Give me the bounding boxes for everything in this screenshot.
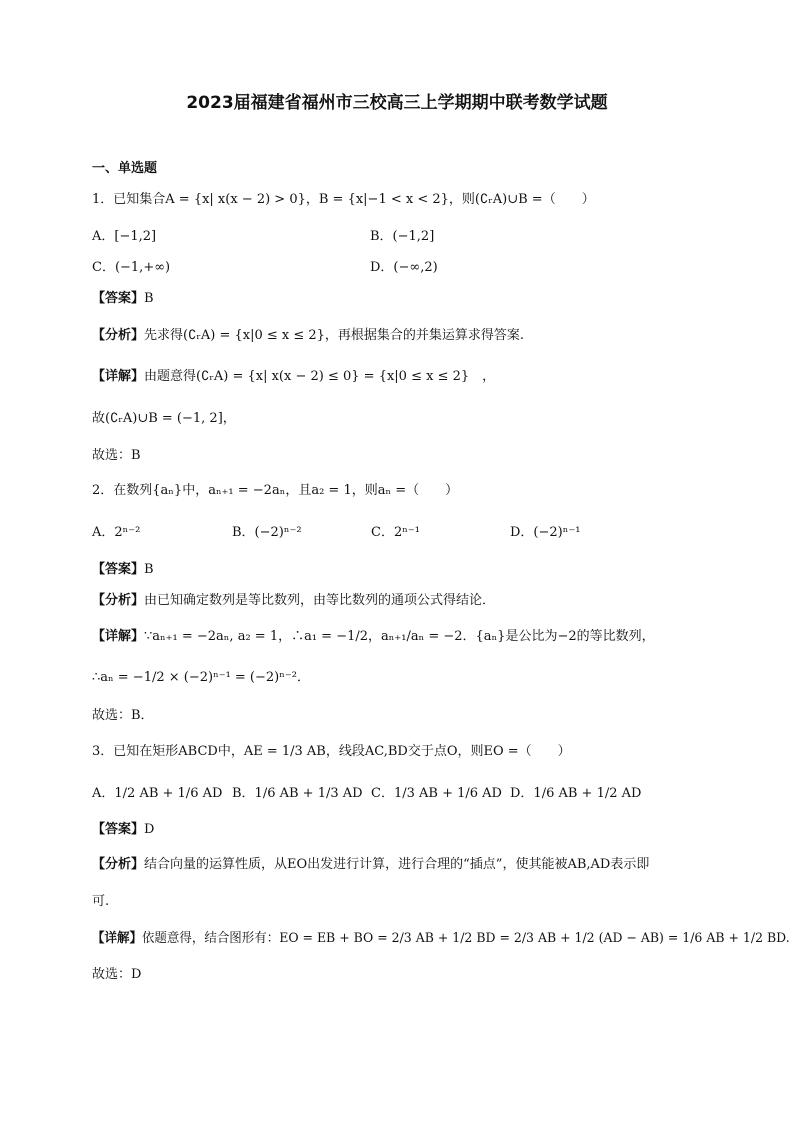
detail-text: 由题意得(∁ᵣA) = {x| x(x − 2) ≤ 0} = {x|0 ≤ x ≤ 2} ，	[144, 369, 496, 384]
answer-value: B	[144, 562, 154, 577]
answer-tag: 【答案】	[92, 291, 145, 306]
q1-answer	[92, 290, 712, 308]
q2-option-d: D．(−2)ⁿ⁻¹	[510, 525, 581, 540]
q3-analysis	[92, 856, 712, 874]
q1-option-d: D．(−∞,2)	[370, 260, 438, 275]
q2-analysis	[92, 592, 712, 610]
analysis-text: 先求得(∁ᵣA) = {x|0 ≤ x ≤ 2}，再根据集合的并集运算求得答案.	[144, 328, 525, 343]
q1-option-b: B．(−1,2]	[370, 229, 435, 244]
page-title: 2023届福建省福州市三校高三上学期期中联考数学试题	[186, 93, 608, 113]
q2-detail	[92, 628, 712, 646]
analysis-text: 结合向量的运算性质，从EO出发进行计算，进行合理的“插点”，使其能被AB,AD表示即	[144, 857, 650, 872]
q1-analysis	[92, 327, 712, 345]
detail-text: 依题意得，结合图形有：EO = EB + BO = 2/3 AB + 1/2 BD = 2/3 AB + 1/2 (AD − AB) = 1/6 AB + 1/2 BD.	[141, 931, 790, 946]
q3-option-b: B．1/6 AB + 1/3 AD	[232, 786, 363, 801]
answer-tag: 【答案】	[92, 562, 145, 577]
section-heading: 一、单选题	[92, 161, 158, 176]
detail-tag: 【详解】	[92, 629, 145, 644]
q3-analysis-continued: 可.	[92, 894, 110, 909]
q3-stem: 3．已知在矩形ABCD中，AE = 1/3 AB，线段AC,BD交于点O，则EO =（ ）	[92, 744, 571, 759]
answer-value: B	[144, 291, 154, 306]
analysis-tag: 【分析】	[92, 857, 145, 872]
q3-answer	[92, 821, 712, 839]
q3-detail	[92, 930, 790, 948]
answer-tag: 【答案】	[92, 822, 145, 837]
detail-text: ∵aₙ₊₁ = −2aₙ, a₂ = 1，∴a₁ = −1/2，aₙ₊₁/aₙ = −2．{aₙ}是公比为−2的等比数列，	[144, 629, 655, 644]
q1-option-a: A．[−1,2]	[92, 229, 157, 244]
q1-detail-continued: 故(∁ᵣA)∪B = (−1, 2]，	[92, 411, 236, 426]
q2-option-c: C．2ⁿ⁻¹	[371, 525, 420, 540]
q3-option-a: A．1/2 AB + 1/6 AD	[92, 786, 223, 801]
q3-option-d: D．1/6 AB + 1/2 AD	[510, 786, 642, 801]
q2-option-a: A．2ⁿ⁻²	[92, 525, 141, 540]
q2-option-b: B．(−2)ⁿ⁻²	[232, 525, 302, 540]
q2-stem: 2．在数列{aₙ}中，aₙ₊₁ = −2aₙ，且a₂ = 1，则aₙ =（ ）	[92, 483, 459, 498]
q3-option-c: C．1/3 AB + 1/6 AD	[371, 786, 502, 801]
q2-answer	[92, 561, 712, 579]
q2-detail-continued: ∴aₙ = −1/2 × (−2)ⁿ⁻¹ = (−2)ⁿ⁻²．	[92, 670, 310, 685]
q1-option-c: C．(−1,+∞)	[92, 260, 171, 275]
analysis-text: 由已知确定数列是等比数列，由等比数列的通项公式得结论．	[144, 593, 496, 608]
detail-tag: 【详解】	[92, 369, 145, 384]
answer-value: D	[144, 822, 155, 837]
q1-detail	[92, 368, 712, 386]
analysis-tag: 【分析】	[92, 593, 145, 608]
q1-choose: 故选：B	[92, 448, 141, 463]
q1-stem: 1．已知集合A = {x| x(x − 2) > 0}，B = {x|−1 < x < 2}，则(∁ᵣA)∪B =（ ）	[92, 192, 595, 207]
detail-tag: 【详解】	[92, 931, 142, 946]
q3-choose: 故选：D	[92, 967, 142, 982]
q2-choose: 故选：B．	[92, 708, 154, 723]
analysis-tag: 【分析】	[92, 328, 145, 343]
